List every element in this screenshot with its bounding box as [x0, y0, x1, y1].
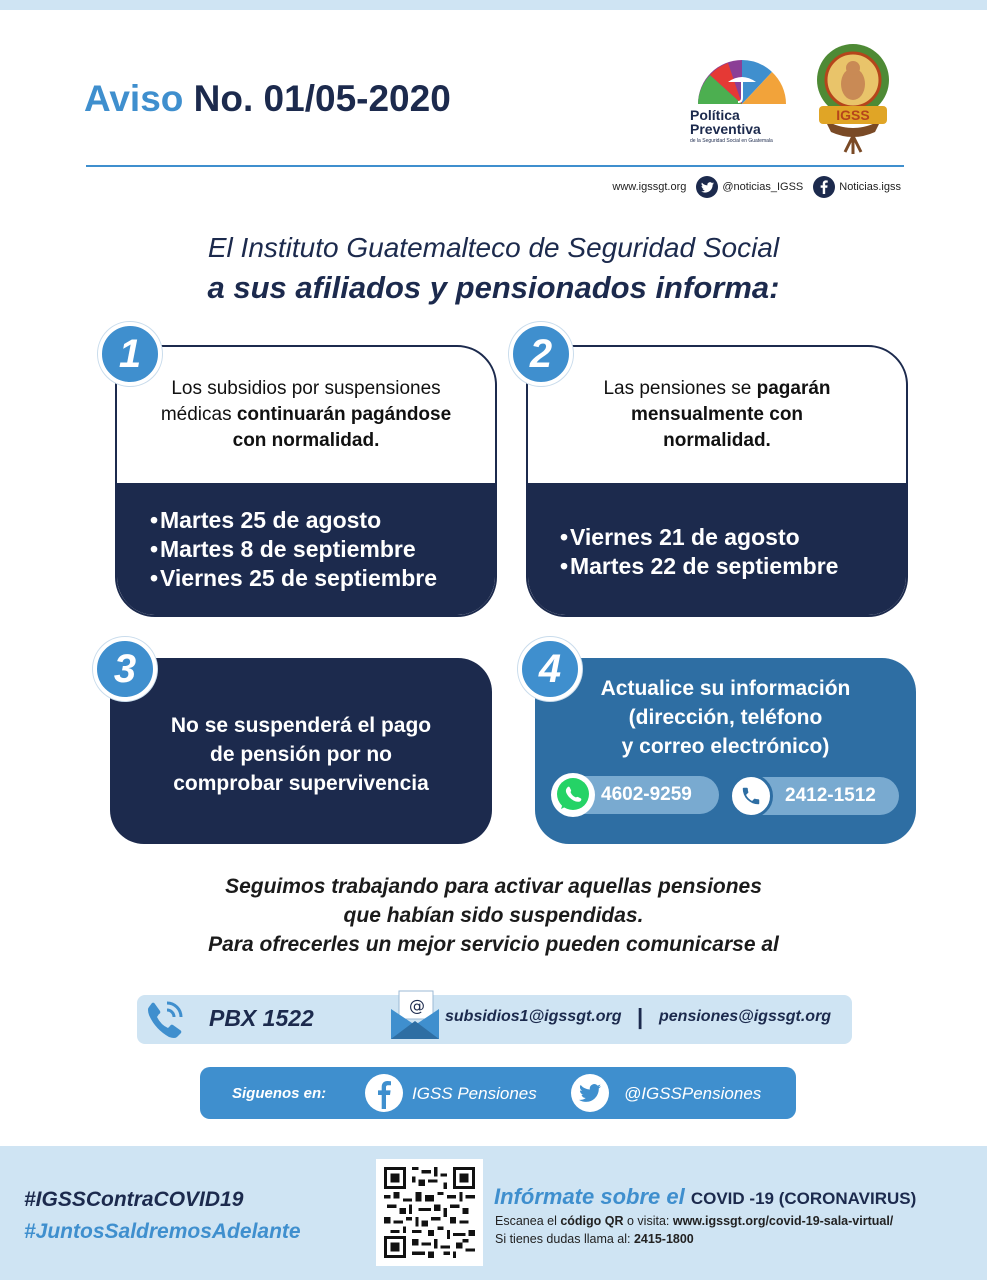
- card-3-line-1: No se suspenderá el pago: [170, 713, 432, 737]
- igss-logo: [805, 36, 901, 154]
- card-supervivencia: [110, 658, 492, 844]
- social-links: [612, 175, 901, 199]
- hashtag-igss-covid: #IGSSContraCOVID19: [24, 1188, 244, 1211]
- intro-line-1: El Instituto Guatemalteco de Seguridad Social: [207, 232, 780, 263]
- number-badge-1: 1: [98, 322, 162, 386]
- intro-line-2: a sus afiliados y pensionados informa:: [207, 270, 780, 305]
- card-pensiones: [526, 345, 908, 617]
- phone-number: 2412-1512: [785, 785, 876, 806]
- logo-subtitle: de la Seguridad Social en Guatemala: [690, 138, 773, 144]
- twitter-link[interactable]: [696, 176, 803, 198]
- header-divider: [86, 165, 904, 167]
- email-pensiones[interactable]: pensiones@igssgt.org: [659, 1008, 832, 1025]
- covid-info-line-2: [495, 1230, 893, 1248]
- twitter-icon[interactable]: [570, 1073, 610, 1113]
- facebook-page-name[interactable]: IGSS Pensiones: [412, 1084, 537, 1103]
- number-badge-4: 4: [518, 637, 582, 701]
- twitter-handle: @noticias_IGSS: [722, 181, 804, 193]
- card-1-text: [117, 347, 495, 483]
- visit-text: o visita:: [623, 1214, 673, 1228]
- card-subsidios: [115, 345, 497, 617]
- facebook-icon[interactable]: [364, 1073, 404, 1113]
- title-word-aviso: Aviso: [84, 78, 184, 119]
- covid-info-prefix: Infórmate sobre el: [494, 1184, 691, 1209]
- list-item: • Martes 8 de septiembre: [150, 535, 416, 562]
- follow-bar: [200, 1067, 796, 1119]
- message-line-1: Seguimos trabajando para activar aquellas pensiones: [225, 875, 762, 898]
- politica-preventiva-logo: [688, 42, 796, 152]
- covid-info-title: [494, 1184, 916, 1210]
- doubts-text: Si tienes dudas llama al:: [495, 1232, 634, 1246]
- twitter-handle[interactable]: @IGSSPensiones: [624, 1084, 762, 1103]
- svg-text:@: @: [409, 996, 425, 1015]
- covid-phone: 2415-1800: [633, 1232, 694, 1246]
- date-1: Martes 25 de agosto: [159, 506, 382, 533]
- phone-call-icon: [141, 997, 189, 1043]
- card-4-text: [535, 674, 916, 761]
- card-2-dates: [528, 483, 906, 615]
- card-actualice: [535, 658, 916, 844]
- covid-info-details: [495, 1212, 893, 1248]
- number-badge-2: 2: [509, 322, 573, 386]
- logo-politica-text: Política: [690, 107, 740, 123]
- covid-url[interactable]: www.igssgt.org/covid-19-sala-virtual/: [672, 1214, 894, 1228]
- card-4-line-2: (dirección, teléfono: [628, 706, 823, 729]
- follow-label: Siguenos en:: [232, 1085, 327, 1102]
- card-1-text-bold: continuarán pagándose con normalidad.: [232, 404, 452, 451]
- message-line-3: Para ofrecerles un mejor servicio pueden comunicarse al: [208, 933, 779, 956]
- card-3-line-3: comprobar supervivencia: [173, 771, 429, 795]
- list-item: • Martes 22 de septiembre: [560, 553, 839, 579]
- notice-title: [84, 78, 451, 120]
- date-2: Martes 8 de septiembre: [159, 535, 416, 562]
- hashtag-juntos: #JuntosSaldremosAdelante: [24, 1220, 301, 1243]
- phone-pill[interactable]: [733, 777, 899, 815]
- facebook-link[interactable]: [813, 176, 901, 198]
- card-3-line-2: de pensión por no: [210, 742, 392, 766]
- date-3: Viernes 25 de septiembre: [159, 564, 437, 591]
- email-subsidios[interactable]: subsidios1@igssgt.org: [445, 1008, 622, 1025]
- whatsapp-number: 4602-9259: [601, 784, 692, 805]
- qr-code-icon: [384, 1167, 475, 1258]
- card-4-line-1: Actualice su información: [600, 677, 851, 700]
- closing-message: [0, 872, 987, 959]
- date-2: Martes 22 de septiembre: [569, 553, 839, 579]
- card-2-text-bold: pagarán mensualmente con normalidad.: [630, 378, 831, 451]
- qr-code[interactable]: [376, 1159, 483, 1266]
- title-number: No. 01/05-2020: [193, 78, 451, 119]
- list-item: • Viernes 25 de septiembre: [150, 564, 437, 591]
- card-2-text: [528, 347, 906, 483]
- logo-preventiva-text: Preventiva: [690, 121, 761, 137]
- list-item: • Viernes 21 de agosto: [560, 524, 800, 550]
- whatsapp-icon: [551, 773, 595, 817]
- card-4-line-3: y correo electrónico): [621, 735, 830, 758]
- twitter-icon: [696, 176, 718, 198]
- list-item: • Martes 25 de agosto: [150, 506, 382, 533]
- igss-logo-text: IGSS: [836, 107, 870, 123]
- facebook-handle: Noticias.igss: [839, 181, 901, 193]
- website-link[interactable]: www.igssgt.org: [612, 181, 687, 193]
- number-badge-3: 3: [93, 637, 157, 701]
- qr-label: código QR: [560, 1214, 624, 1228]
- card-2-text-regular: Las pensiones se: [603, 378, 757, 399]
- top-strip: [0, 0, 987, 10]
- contact-bar: [137, 995, 852, 1044]
- facebook-icon: [813, 176, 835, 198]
- covid-info-line-1: [495, 1212, 893, 1230]
- pbx-number: PBX 1522: [209, 1005, 314, 1031]
- scan-text: Escanea el: [495, 1214, 561, 1228]
- whatsapp-pill[interactable]: [555, 776, 719, 814]
- date-1: Viernes 21 de agosto: [569, 524, 800, 550]
- email-separator: |: [637, 1004, 644, 1029]
- email-envelope-icon: [387, 987, 443, 1043]
- igss-tree-emblem-icon: [805, 36, 901, 154]
- phone-icon: [729, 774, 773, 818]
- footer: [0, 1146, 987, 1280]
- card-1-dates: [117, 483, 495, 615]
- covid-info-name: COVID -19 (CORONAVIRUS): [690, 1189, 917, 1208]
- message-line-2: que habían sido suspendidas.: [343, 904, 644, 927]
- card-1-text-regular: Los subsidios por suspensiones médicas: [160, 378, 441, 425]
